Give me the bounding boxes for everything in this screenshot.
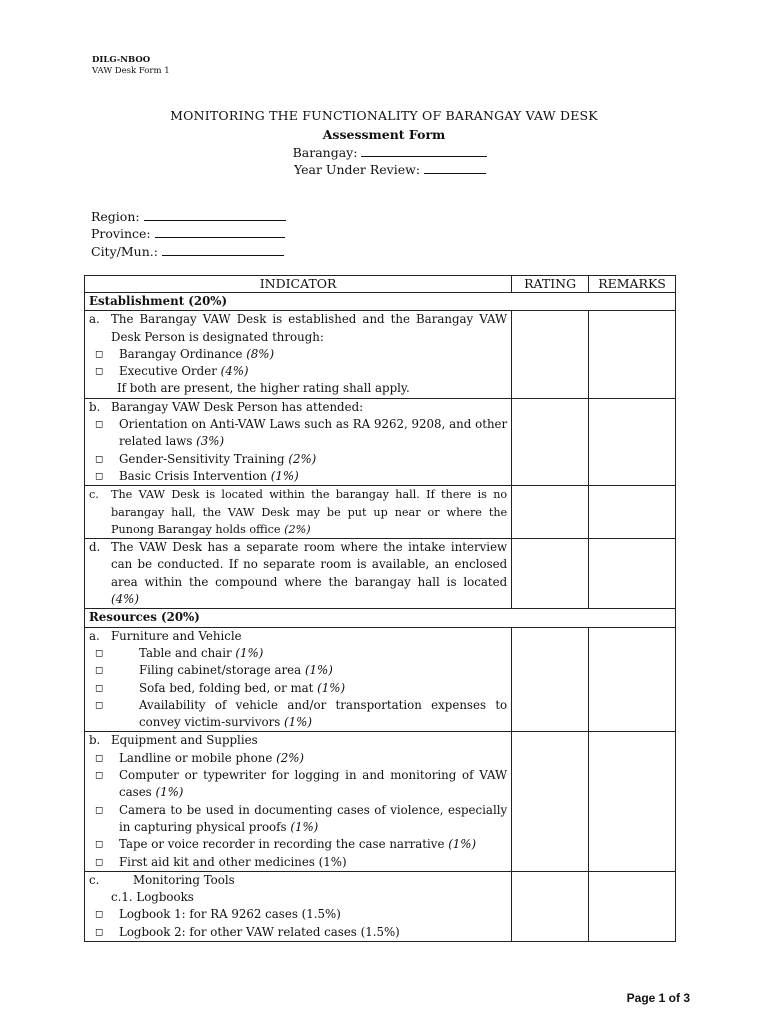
table-row — [85, 398, 676, 485]
option-text: Basic Crisis Intervention — [119, 468, 268, 483]
item-letter: d. — [89, 540, 101, 555]
checkbox-icon[interactable]: ◻ — [95, 682, 104, 694]
item-letter: a. — [89, 628, 100, 643]
item-text: The VAW Desk is located within the barangay hall. If there is no barangay hall, the VAW Desk may be put up near or where the Punong Barangay holds office — [111, 488, 508, 536]
option-percent: (1%) — [304, 663, 333, 678]
table-row — [85, 732, 676, 871]
item-percent: (2%) — [284, 522, 311, 536]
option-percent: (1%) — [284, 715, 312, 730]
barangay-label: Barangay: — [292, 145, 358, 160]
remarks-cell[interactable] — [589, 871, 676, 941]
indicator-cell — [85, 398, 512, 485]
option-text: Computer or typewriter for logging in and monitoring of VAW cases — [119, 768, 508, 800]
checkbox-icon[interactable]: ◻ — [95, 804, 104, 816]
option-percent: (1%) — [235, 645, 264, 660]
year-label: Year Under Review: — [293, 162, 421, 177]
option-text: Tape or voice recorder in recording the case narrative — [119, 837, 445, 852]
indicator-cell — [85, 871, 512, 941]
year-field — [0, 162, 768, 177]
barangay-blank[interactable] — [361, 145, 487, 157]
barangay-field — [0, 145, 768, 160]
checkbox-icon[interactable]: ◻ — [95, 470, 104, 482]
region-field — [91, 209, 286, 224]
rating-header: RATING — [512, 276, 589, 293]
table-row — [85, 627, 676, 732]
rating-cell[interactable] — [512, 627, 589, 732]
checkbox-icon[interactable]: ◻ — [95, 839, 104, 851]
option-text: Availability of vehicle and/or transportation expenses to convey victim-survivors — [139, 697, 508, 730]
city-blank[interactable] — [162, 244, 284, 256]
option-text: Table and chair — [139, 645, 232, 660]
checkbox-icon[interactable]: ◻ — [95, 909, 104, 921]
rating-cell[interactable] — [512, 871, 589, 941]
option-text: Barangay Ordinance — [119, 346, 243, 361]
item-note: If both are present, the higher rating shall apply. — [117, 381, 410, 396]
indicator-cell — [85, 311, 512, 398]
section-row-establishment — [85, 293, 676, 311]
office-code: DILG-NBOO — [92, 55, 151, 65]
form-subtitle: Assessment Form — [322, 127, 446, 142]
item-letter: c. — [89, 872, 100, 887]
option-percent: (1%) — [290, 819, 319, 834]
item-text: Furniture and Vehicle — [111, 628, 242, 643]
item-percent: (4%) — [111, 592, 139, 607]
option-text: Gender-Sensitivity Training — [119, 451, 285, 466]
indicator-header: INDICATOR — [85, 276, 512, 293]
checkbox-icon[interactable]: ◻ — [95, 856, 104, 868]
option-text: Camera to be used in documenting cases of violence, especially in capturing physical proofs — [119, 802, 508, 834]
remarks-cell[interactable] — [589, 398, 676, 485]
option-text: Logbook 2: for other VAW related cases (1.5%) — [119, 924, 400, 939]
checkbox-icon[interactable]: ◻ — [95, 699, 104, 711]
option-percent: (1%) — [317, 680, 346, 695]
indicator-cell — [85, 539, 512, 609]
item-text: The VAW Desk has a separate room where the intake interview can be conducted. If no separate room is available, an enclosed area within the compound where the barangay hall is located — [111, 540, 508, 589]
rating-cell[interactable] — [512, 311, 589, 398]
rating-cell[interactable] — [512, 732, 589, 871]
checkbox-icon[interactable]: ◻ — [95, 348, 104, 360]
item-letter: a. — [89, 312, 100, 327]
city-field — [91, 244, 284, 259]
checkbox-icon[interactable]: ◻ — [95, 366, 104, 378]
checkbox-icon[interactable]: ◻ — [95, 926, 104, 938]
province-label: Province: — [91, 226, 151, 241]
item-text: Equipment and Supplies — [111, 733, 258, 748]
table-row — [85, 486, 676, 539]
option-text: Logbook 1: for RA 9262 cases (1.5%) — [119, 907, 341, 922]
table-row — [85, 539, 676, 609]
rating-cell[interactable] — [512, 486, 589, 539]
checkbox-icon[interactable]: ◻ — [95, 665, 104, 677]
remarks-cell[interactable] — [589, 732, 676, 871]
item-letter: b. — [89, 399, 101, 414]
checkbox-icon[interactable]: ◻ — [95, 770, 104, 782]
section-heading: Establishment (20%) — [85, 293, 676, 311]
page-number: Page 1 of 3 — [626, 991, 690, 1005]
option-text: Orientation on Anti-VAW Laws such as RA 9262, 9208, and other related laws — [119, 417, 508, 449]
indicator-cell — [85, 486, 512, 539]
table-header-row — [85, 276, 676, 293]
item-text: The Barangay VAW Desk is established and the Barangay VAW Desk Person is designated through: — [111, 312, 508, 344]
option-text: First aid kit and other medicines (1%) — [119, 854, 347, 869]
section-row-resources — [85, 609, 676, 627]
item-letter: c. — [89, 488, 99, 502]
table-row — [85, 871, 676, 941]
form-code: VAW Desk Form 1 — [92, 66, 170, 76]
option-percent: (3%) — [196, 434, 225, 449]
checkbox-icon[interactable]: ◻ — [95, 752, 104, 764]
option-text: Filing cabinet/storage area — [139, 663, 302, 678]
remarks-header: REMARKS — [589, 276, 676, 293]
option-text: Executive Order — [119, 364, 217, 379]
checkbox-icon[interactable]: ◻ — [95, 419, 104, 431]
region-label: Region: — [91, 209, 140, 224]
sub-heading: c.1. Logbooks — [111, 890, 194, 905]
year-blank[interactable] — [424, 162, 486, 174]
option-percent: (1%) — [448, 837, 477, 852]
city-label: City/Mun.: — [91, 244, 158, 259]
indicator-cell — [85, 732, 512, 871]
option-percent: (4%) — [220, 364, 249, 379]
checkbox-icon[interactable]: ◻ — [95, 647, 104, 659]
rating-cell[interactable] — [512, 398, 589, 485]
remarks-cell[interactable] — [589, 539, 676, 609]
section-heading: Resources (20%) — [85, 609, 676, 627]
remarks-cell[interactable] — [589, 486, 676, 539]
item-letter: b. — [89, 733, 101, 748]
indicator-cell — [85, 627, 512, 732]
province-blank[interactable] — [155, 226, 285, 238]
table-row — [85, 311, 676, 398]
remarks-cell[interactable] — [589, 311, 676, 398]
form-title: MONITORING THE FUNCTIONALITY OF BARANGAY VAW DESK — [170, 108, 598, 123]
option-percent: (8%) — [246, 346, 275, 361]
rating-cell[interactable] — [512, 539, 589, 609]
assessment-table — [84, 275, 676, 942]
item-text: Barangay VAW Desk Person has attended: — [111, 399, 364, 414]
option-percent: (2%) — [288, 451, 317, 466]
option-percent: (1%) — [270, 468, 299, 483]
item-text: Monitoring Tools — [133, 872, 235, 887]
checkbox-icon[interactable]: ◻ — [95, 453, 104, 465]
option-text: Sofa bed, folding bed, or mat — [139, 680, 314, 695]
option-percent: (1%) — [155, 785, 184, 800]
region-blank[interactable] — [144, 209, 286, 221]
province-field — [91, 226, 285, 241]
remarks-cell[interactable] — [589, 627, 676, 732]
option-text: Landline or mobile phone — [119, 750, 273, 765]
option-percent: (2%) — [276, 750, 305, 765]
